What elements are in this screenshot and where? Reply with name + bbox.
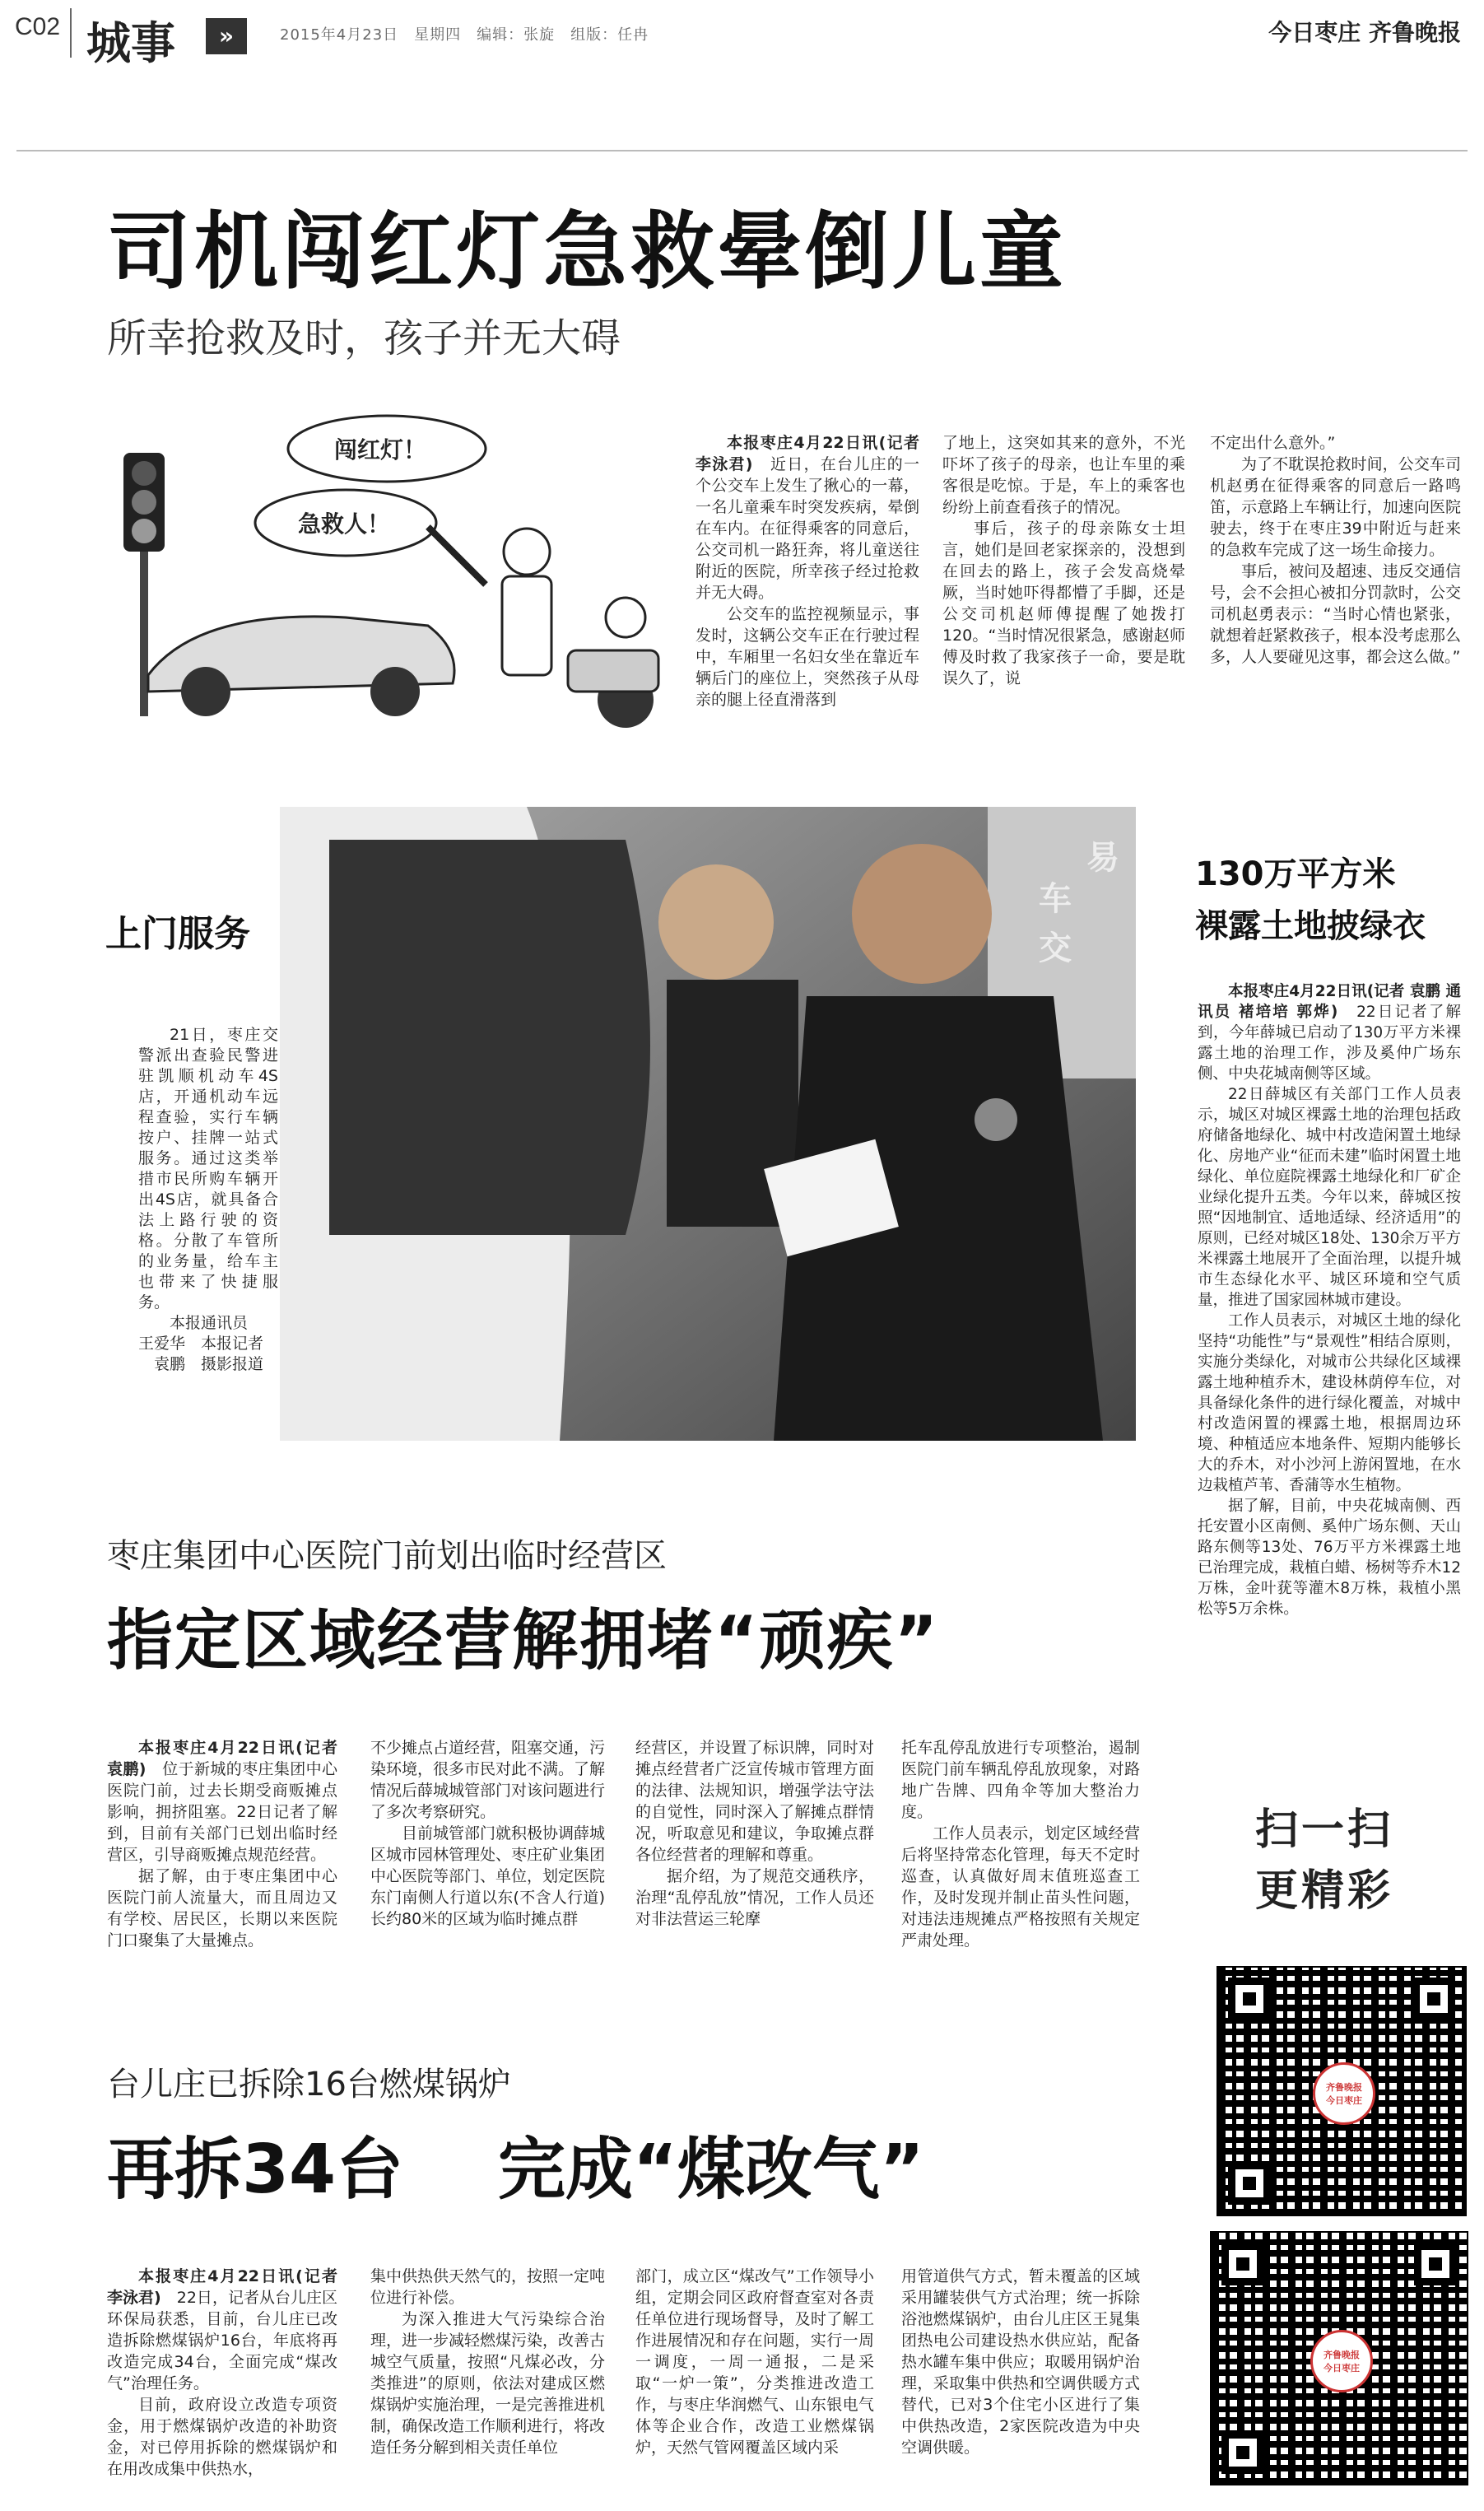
story4-title-a: 再拆34台 [107,2131,404,2209]
story4-kicker: 台儿庄已拆除16台燃煤锅炉 [107,2066,511,2103]
section-arrow-icon: » [206,18,247,54]
story3-c2b: 目前城管部门就积极协调薛城区城市园林管理处、枣庄矿业集团中心医院等部门、单位，划定医院东门南侧人行道以东(不含人行道)长约80米的区域为临时摊点群 [370,1824,606,1928]
photo-caption [138,1025,278,1375]
qr-code-2[interactable] [1210,2231,1468,2485]
story3-c3b: 据介绍，为了规范交通秩序，治理“乱停乱放”情况，工作人员还对非法营运三轮摩 [635,1867,874,1928]
photo-credit-1: 本报通讯员 [170,1314,249,1332]
qr1-logo-bottom: 今日枣庄 [1326,2095,1362,2106]
story1-col3c-text: 事后，被问及超速、违反交通信号，会不会担心被扣分罚款时，公交司机赵勇表示：“当时心情也紧张，就想着赶紧救孩子，根本没考虑那么多，人人要碰见这事，都会这么做。” [1210,562,1461,666]
header-divider [70,8,72,58]
story1-col1 [695,432,919,710]
story2-p3: 工作人员表示，对城区土地的绿化坚持“功能性”与“景观性”相结合原则，实施分类绿化，对城市公共绿化区域裸露土地种植乔木，建设林荫停车位，对具备绿化条件的进行绿化覆盖，对城中村改造闲置的裸露土地，根据周边环境、种植适应本地条件、短期内能够长大的乔木，对小沙河上游闲置地，在水边栽植芦苇、香蒲等水生植物。 [1198,1312,1461,1494]
photo-credit-2: 王爱华 本报记者 [138,1335,264,1353]
story4-col3 [635,2266,874,2458]
qr2-logo-top: 齐鲁晚报 [1324,2349,1360,2360]
qr2-logo-bottom: 今日枣庄 [1324,2362,1360,2374]
police-officer-icon [504,529,550,575]
story2-p2: 22日薛城区有关部门工作人员表示，城区对城区裸露土地的治理包括政府储备地绿化、城中村改造闲置土地绿化、房地产业“征而未建”临时闲置土地绿化、单位庭院裸露土地绿化和厂矿企业绿化提升五类。今年以来，薛城区按照“因地制宜、适地适绿、经济适用”的原则，已经对城区18处、130余万平方米裸露土地展开了全面治理，以提升城市生态绿化水平、城区环境和空气质量，推进了国家园林城市建设。 [1198,1086,1461,1309]
story3-c4a: 托车乱停乱放进行专项整治，遏制医院门前车辆乱停乱放现象，对路地广告牌、四角伞等加大整治力度。 [901,1739,1140,1821]
qr-code-1[interactable] [1217,1966,1467,2216]
story1-byline: 本报枣庄4月22日讯(记者 李泳君) [695,434,919,473]
scan-line2: 更精彩 [1255,1866,1394,1916]
section-name: 城事 [86,16,175,69]
story2-title-line1: 130万平方米 [1195,855,1396,893]
story3-title: 指定区域经营解拥堵“顽疾” [107,1602,940,1679]
story4-byline: 本报枣庄4月22日讯(记者 李泳君) [107,2267,337,2307]
page-code: C02 [15,13,61,40]
story3-c1b: 据了解，由于枣庄集团中心医院门前人流量大，而且周边又有学校、居民区，长期以来医院门口聚集了大量摊点。 [107,1867,337,1950]
police-head [852,844,992,984]
story3-c3a: 经营区，并设置了标识牌，同时对摊点经营者广泛宣传城市管理方面的法律、法规知识，增强学法守法的自觉性，同时深入了解摊点群情况，听取意见和建议，争取摊点群各位经营者的理解和尊重。 [635,1739,874,1864]
story3-col1 [107,1737,337,1951]
qr-logo-icon [1313,2062,1375,2125]
police-badge-icon [975,1098,1017,1141]
photo-sign-char1: 车 [1039,880,1072,918]
news-photo [280,807,1136,1441]
story4-c4a: 用管道供气方式，暂未覆盖的区域采用罐装供气方式治理；统一拆除浴池燃煤锅炉，由台儿庄区王晁集团热电公司建设热水供应站，配备热水罐车集中供应；取暖用锅炉治理，采取集中供热和空调供暖方式替代，已对3个住宅小区进行了集中供热改造，2家医院改造为中央空调供暖。 [901,2267,1140,2457]
story1-col3b-text: 为了不耽误抢救时间，公交车司机赵勇在征得乘客的同意后一路鸣笛，示意路上车辆让行，加速向医院驶去，终于在枣庄39中附近与赶来的急救车完成了这一场生命接力。 [1210,455,1461,559]
story3-kicker: 枣庄集团中心医院门前划出临时经营区 [107,1537,667,1575]
story2-p4: 据了解，目前，中央花城南侧、西托安置小区南侧、奚仲广场东侧、天山路东侧等13处、76万平方米裸露土地已治理完成，栽植白蜡、杨树等乔木12万株，金叶莸等灌木8万株，栽植小黑松等5万余株。 [1198,1498,1461,1618]
story4-c1b: 目前，政府设立改造专项资金，用于燃煤锅炉改造的补助资金，对已停用拆除的燃煤锅炉和在用改成集中供热水， [107,2396,337,2478]
story1-col2-text: 了地上，这突如其来的意外，不光吓坏了孩子的母亲，也让车里的乘客很是吃惊。于是，车上的乘客也纷纷上前查看孩子的情况。 [942,434,1185,516]
story4-c2b: 为深入推进大气污染综合治理，进一步减轻燃煤污染，改善古城空气质量，按照“凡煤必改，分类推进”的原则，依法对建成区燃煤锅炉实施治理，一是完善推进机制，确保改造工作顺利进行，将改造任务分解到相关责任单位 [370,2310,606,2457]
story2-body [1198,981,1461,1619]
story1-subtitle: 所幸抢救及时，孩子并无大碍 [107,315,621,361]
story2-byline: 本报枣庄4月22日讯(记者 袁鹏 通讯员 褚培培 郭烨) [1198,983,1461,1021]
story3-col4 [901,1737,1140,1951]
story4-col4 [901,2266,1140,2458]
story1-col3-text: 不定出什么意外。” [1210,434,1336,452]
story1-col1-text: 近日，在台儿庄的一个公交车上发生了揪心的一幕，一名儿童乘车时突发疾病，晕倒在车内。在征得乘客的同意后，公交司机一路狂奔，将儿童送往附近的医院，所幸孩子经过抢救并无大碍。 [695,455,919,602]
story1-col1b-text: 公交车的监控视频显示，事发时，这辆公交车正在行驶过程中，车厢里一名妇女坐在靠近车辆后门的座位上，突然孩子从母亲的腿上径直滑落到 [695,605,919,709]
story3-c2a: 不少摊点占道经营，阻塞交通，污染环境，很多市民对此不满。了解情况后薛城城管部门对该问题进行了多次考察研究。 [370,1739,606,1821]
illus-bubble-rescue: 急救人！ [298,510,391,538]
photo-sign-char2: 交 [1039,929,1072,967]
masthead-brand: 今日枣庄 齐鲁晚报 [1268,19,1461,46]
issue-meta: 2015年4月23日 星期四 编辑：张旋 组版：任冉 [280,26,649,44]
story1-col3 [1210,432,1461,668]
story4-col2 [370,2266,605,2458]
story4-c2a: 集中供热供天然气的，按照一定吨位进行补偿。 [370,2267,606,2307]
story1-col2 [942,432,1185,689]
photo-story-title: 上门服务 [105,913,250,955]
salesman-head [658,864,774,980]
qr1-logo-top: 齐鲁晚报 [1326,2082,1362,2093]
scan-line1: 扫一扫 [1255,1805,1394,1855]
story3-col2 [370,1737,605,1930]
header-rule [16,150,1468,151]
qr-logo-icon [1310,2330,1373,2392]
photo-sign-char3: 易 [1086,839,1119,877]
story4-title-b: 完成“煤改气” [498,2131,924,2209]
story1-title: 司机闯红灯急救晕倒儿童 [107,203,1067,301]
photo-credit-3: 袁鹏 摄影报道 [154,1355,264,1373]
story4-c3a: 部门，成立区“煤改气”工作领导小组，定期会同区政府督查室对各责任单位进行现场督导，及时了解工作进展情况和存在问题，实行一周一调度，一周一通报，二是采取“一炉一策”，分类推进改造工作，与枣庄华润燃气、山东银电气体等企业合作，改造工业燃煤锅炉，天然气管网覆盖区域内采 [635,2267,874,2457]
story3-c1a: 位于新城的枣庄集团中心医院门前，过去长期受商贩摊点影响，拥挤阻塞。22日记者了解到，目前有关部门已划出临时经营区，引导商贩摊点规范经营。 [107,1760,337,1864]
story2-title-line2: 裸露土地披绿衣 [1195,907,1426,945]
story4-col1 [107,2266,337,2480]
story2-p1: 22日记者了解到，今年薛城已启动了130万平方米裸露土地的治理工作，涉及奚仲广场东侧、中央花城南侧等区域。 [1198,1004,1461,1083]
story3-c4b: 工作人员表示，划定区域经营后将坚持常态化管理，每天不定时巡查，认真做好周末值班巡查工作，及时发现并制止苗头性问题，对违法违规摊点严格按照有关规定严肃处理。 [901,1824,1140,1950]
story3-byline: 本报枣庄4月22日讯(记者 袁鹏) [107,1739,337,1778]
story1-col2b-text: 事后，孩子的母亲陈女士坦言，她们是回老家探亲的，没想到在回去的路上，孩子会发高烧晕厥，当时她吓得都懵了手脚，还是公交司机赵师傅提醒了她拨打120。“当时情况很紧急，感谢赵师傅及时救了我家孩子一命，要是耽误久了，说 [942,519,1185,687]
illus-bubble-red-light: 闯红灯！ [334,436,427,464]
photo-caption-text: 21日，枣庄交警派出查验民警进驻凯顺机动车4S店，开通机动车远程查验，实行车辆按户、挂牌一站式服务。通过这类举措市民所购车辆开出4S店，就具备合法上路行驶的资格。分散了车管所的业务量，给车主也带来了快捷服务。 [138,1026,278,1311]
story3-col3 [635,1737,874,1930]
story4-c1a: 22日，记者从台儿庄区环保局获悉，目前，台儿庄已改造拆除燃煤锅炉16台，年底将再改造完成34台，全面完成“煤改气”治理任务。 [107,2289,337,2392]
